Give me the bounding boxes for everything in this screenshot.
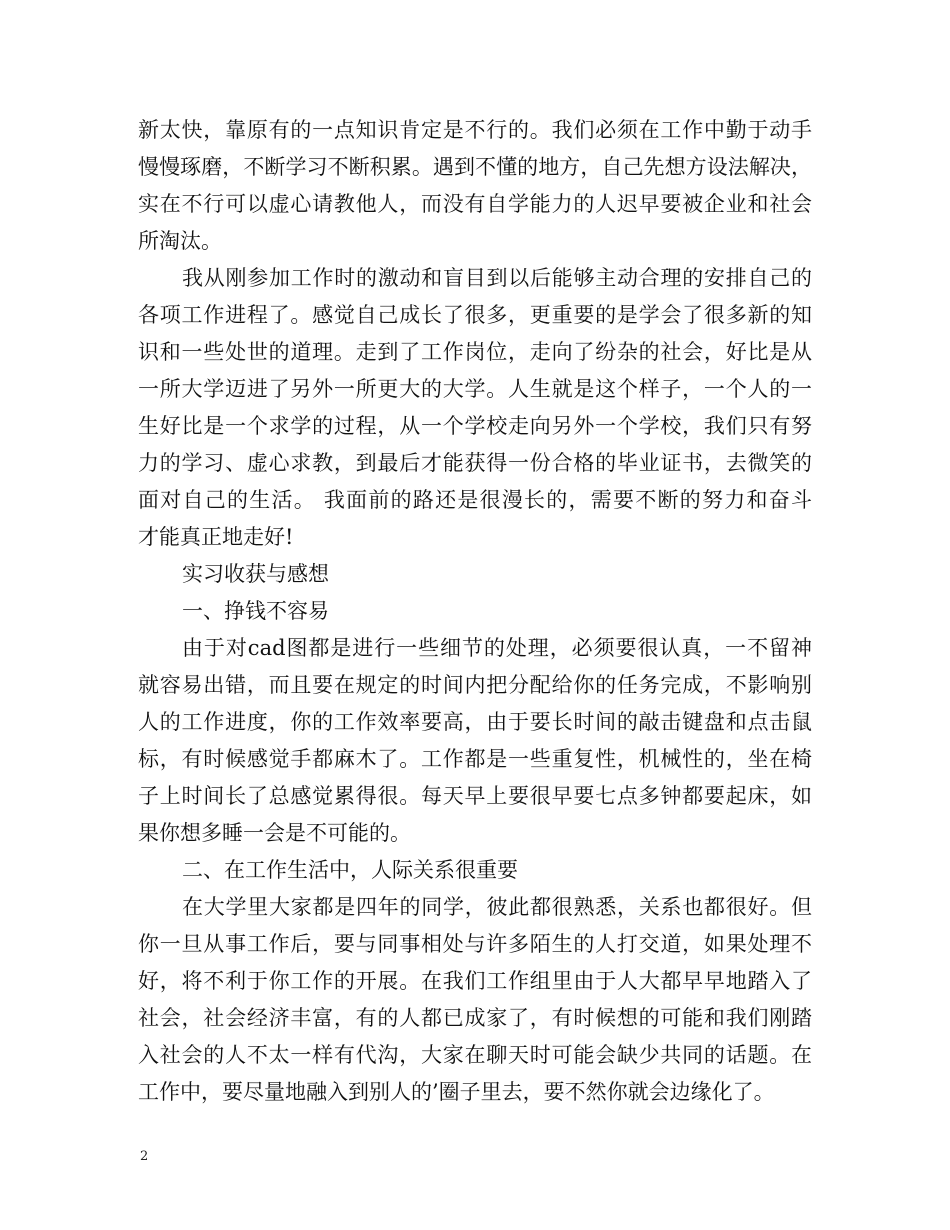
text-line: 识和一些处世的道理。走到了工作岗位，走向了纷杂的社会，好比是从 xyxy=(138,340,812,364)
text-line: 生好比是一个求学的过程，从一个学校走向另外一个学校，我们只有努 xyxy=(138,414,812,438)
text-line: 人的工作进度，你的工作效率要高，由于要长时间的敲击键盘和点击鼠 xyxy=(138,710,812,734)
body-text xyxy=(138,112,812,1111)
text-line: 你一旦从事工作后，要与同事相处与许多陌生的人打交道，如果处理不 xyxy=(138,932,812,956)
section-title-text: 实习收获与感想 xyxy=(182,562,329,586)
text-line: 力的学习、虚心求教，到最后才能获得一份合格的毕业证书，去微笑的 xyxy=(138,451,812,475)
text-line: 果你想多睡一会是不可能的。 xyxy=(138,821,411,845)
subsection-title-text: 二、在工作生活中，人际关系很重要 xyxy=(182,858,518,882)
text-line: 就容易出错，而且要在规定的时间内把分配给你的任务完成，不影响别 xyxy=(138,673,812,697)
text-line: 面对自己的生活。 我面前的路还是很漫长的，需要不断的努力和奋斗 xyxy=(138,488,812,512)
text-line: 才能真正地走好! xyxy=(138,525,294,549)
subsection-title xyxy=(138,593,812,630)
text-line: 新太快，靠原有的一点知识肯定是不行的。我们必须在工作中勤于动手 xyxy=(138,118,812,142)
text-line: 在大学里大家都是四年的同学，彼此都很熟悉，关系也都很好。但 xyxy=(182,895,812,919)
text-line: 一所大学迈进了另外一所更大的大学。人生就是这个样子，一个人的一 xyxy=(138,377,812,401)
text-line: 由于对cad图都是进行一些细节的处理，必须要很认真，一不留神 xyxy=(182,636,812,660)
section-title xyxy=(138,556,812,593)
text-line: 入社会的人不太一样有代沟，大家在聊天时可能会缺少共同的话题。在 xyxy=(138,1043,812,1067)
text-line: 实在不行可以虚心请教他人，而没有自学能力的人迟早要被企业和社会 xyxy=(138,192,812,216)
paragraph xyxy=(138,889,812,1111)
page-number: 2 xyxy=(140,1149,149,1164)
text-line: 工作中，要尽量地融入到别人的’圈子里去，要不然你就会边缘化了。 xyxy=(138,1080,775,1104)
text-line: 子上时间长了总感觉累得很。每天早上要很早要七点多钟都要起床，如 xyxy=(138,784,812,808)
text-line: 各项工作进程了。感觉自己成长了很多，更重要的是学会了很多新的知 xyxy=(138,303,812,327)
text-line: 标，有时候感觉手都麻木了。工作都是一些重复性，机械性的，坐在椅 xyxy=(138,747,812,771)
text-line: 慢慢琢磨，不断学习不断积累。遇到不懂的地方，自己先想方设法解决， xyxy=(138,155,812,179)
paragraph xyxy=(138,112,812,260)
text-line: 所淘汰。 xyxy=(138,229,222,253)
text-line: 我从刚参加工作时的激动和盲目到以后能够主动合理的安排自己的 xyxy=(182,266,812,290)
subsection-title xyxy=(138,852,812,889)
subsection-title-text: 一、挣钱不容易 xyxy=(182,599,329,623)
paragraph xyxy=(138,630,812,852)
text-line: 好，将不利于你工作的开展。在我们工作组里由于人大都早早地踏入了 xyxy=(138,969,812,993)
paragraph xyxy=(138,260,812,556)
text-line: 社会，社会经济丰富，有的人都已成家了，有时候想的可能和我们刚踏 xyxy=(138,1006,812,1030)
